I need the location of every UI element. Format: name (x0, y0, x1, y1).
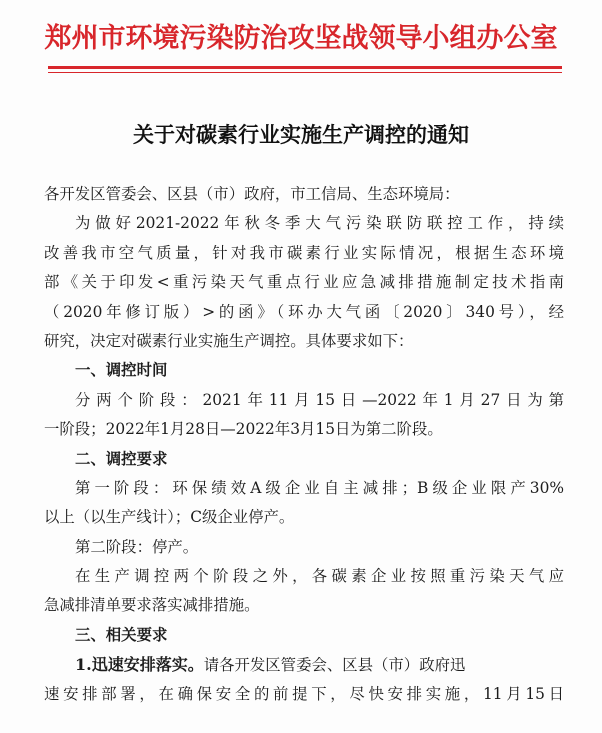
section-heading-related: 三、相关要求 (75, 625, 168, 644)
other-line-1: 在生产调控两个阶段之外，各碳素企业按照重污染天气应 (75, 567, 564, 586)
phase1-line-1: 第一阶段：环保绩效A级企业自主减排；B级企业限产30% (75, 478, 564, 497)
item1-rest: 请各开发区管委会、区县（市）政府迅 (203, 656, 466, 675)
intro-line-2: 改善我市空气质量，针对我市碳素行业实际情况，根据生态环境 (44, 243, 564, 262)
intro-line-4: （2020年修订版）>的函》（环办大气函〔2020〕340号），经 (44, 302, 564, 321)
item1-line-1 (44, 650, 564, 679)
section-heading-requirements: 二、调控要求 (75, 449, 168, 468)
section-heading-schedule: 一、调控时间 (75, 361, 168, 380)
schedule-line-1: 分两个阶段：2021年11月15日—2022年1月27日为第 (75, 390, 564, 409)
item1-line-2: 速安排部署，在确保安全的前提下，尽快安排实施，11月15日 (44, 684, 564, 703)
document-title: 关于对碳素行业实施生产调控的通知 (133, 122, 469, 147)
schedule-line-2: 一阶段；2022年1月28日—2022年3月15日为第二阶段。 (44, 420, 443, 439)
letterhead-rule-thick (48, 66, 562, 69)
other-line-2: 急减排清单要求落实减排措施。 (44, 596, 260, 615)
letterhead-title: 郑州市环境污染防治攻坚战领导小组办公室 (44, 23, 558, 54)
intro-line-1: 为做好2021-2022年秋冬季大气污染联防联控工作，持续 (75, 214, 564, 233)
document-body (44, 180, 564, 709)
phase1-line-2: 以上（以生产线计）；C级企业停产。 (44, 508, 295, 527)
intro-line-3: 部《关于印发<重污染天气重点行业应急减排措施制定技术指南 (44, 273, 564, 292)
intro-line-5: 研究，决定对碳素行业实施生产调控。具体要求如下： (44, 331, 414, 350)
salutation: 各开发区管委会、区县（市）政府，市工信局、生态环境局： (44, 185, 460, 203)
item1-lead: 1.迅速安排落实。 (75, 655, 204, 675)
phase2-line: 第二阶段：停产。 (75, 537, 199, 556)
letterhead-rule-thin (48, 72, 562, 73)
